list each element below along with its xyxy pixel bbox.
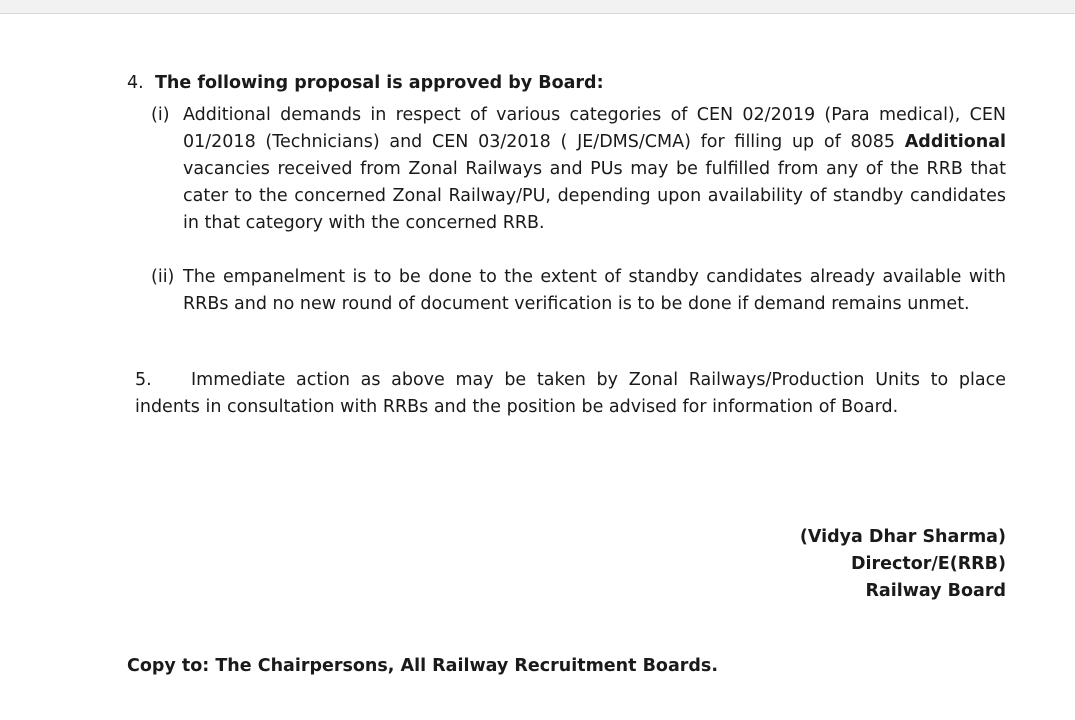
copy-to-line: Copy to: The Chairpersons, All Railway Recruitment Boards. [127, 656, 718, 676]
sub-item-i-text-a: Additional demands in respect of various categories of CEN 02/2019 (Para medical), CEN 01/2018 (Technicians) and CEN 03/2018 ( JE/DMS/CMA) for filling up of 8085 [183, 105, 1006, 152]
sub-item-i [151, 102, 1006, 237]
sub-item-i-text-b: vacancies received from Zonal Railways and PUs may be fulfilled from any of the RRB that cater to the concerned Zonal Railway/PU, depending upon availability of standby candidates in that category with the concerned RRB. [183, 159, 1006, 233]
paragraph-5-number: 5. [135, 370, 152, 390]
sub-item-ii-marker: (ii) [151, 267, 175, 287]
signatory-office: Railway Board [865, 581, 1006, 601]
sub-item-i-marker: (i) [151, 105, 170, 125]
sub-item-i-text [151, 102, 1006, 237]
paragraph-4-heading: The following proposal is approved by Board: [155, 73, 604, 93]
sub-item-i-bold-word: Additional [904, 132, 1006, 152]
paragraph-4 [127, 70, 1007, 97]
sub-item-ii-text: The empanelment is to be done to the extent of standby candidates already available with RRBs and no new round of document verification is to be done if demand remains unmet. [183, 267, 1006, 314]
signatory-designation: Director/E(RRB) [850, 554, 1006, 574]
sub-item-ii [151, 264, 1006, 318]
signature-block [800, 524, 1006, 605]
signatory-name: (Vidya Dhar Sharma) [799, 527, 1006, 547]
paragraph-4-number: 4. [127, 73, 144, 93]
paragraph-5 [135, 367, 1006, 421]
viewer-top-bar [0, 0, 1075, 14]
paragraph-5-text: Immediate action as above may be taken by Zonal Railways/Production Units to place indents in consultation with RRBs and the position be advised for information of Board. [135, 370, 1006, 417]
